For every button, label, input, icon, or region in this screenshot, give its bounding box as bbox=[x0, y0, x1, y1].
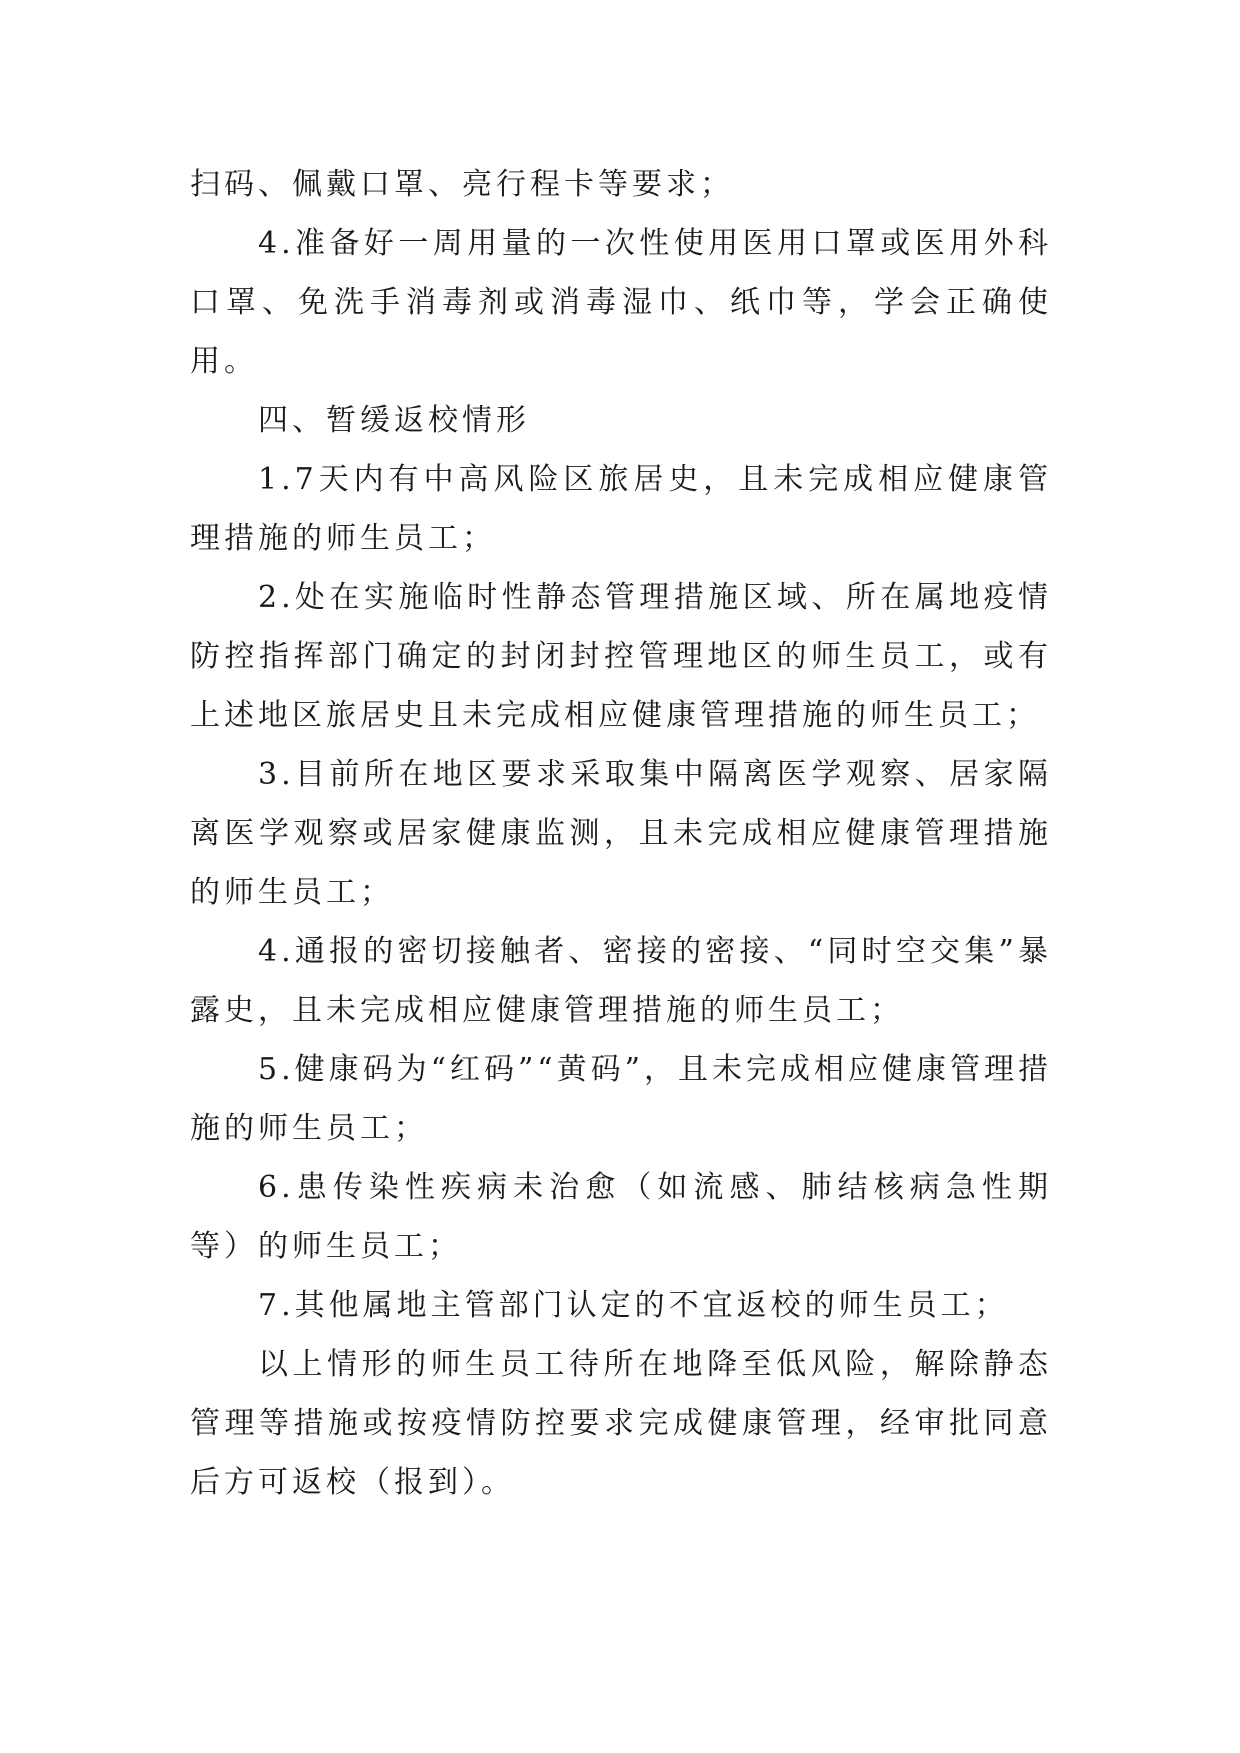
paragraph-item-7: 7.其他属地主管部门认定的不宜返校的师生员工； bbox=[258, 1288, 1009, 1323]
paragraph-item-4-masks: 4.准备好一周用量的一次性使用医用口罩或医用外科口罩、免洗手消毒剂或消毒湿巾、纸巾等，学会正确使用。 bbox=[190, 226, 1052, 379]
paragraph-item-2: 2.处在实施临时性静态管理措施区域、所在属地疫情防控指挥部门确定的封闭封控管理地区的师生员工，或有上述地区旅居史且未完成相应健康管理措施的师生员工； bbox=[190, 580, 1052, 733]
document-body bbox=[190, 155, 1052, 1512]
paragraph-item-3: 3.目前所在地区要求采取集中隔离医学观察、居家隔离医学观察或居家健康监测，且未完成相应健康管理措施的师生员工； bbox=[190, 757, 1052, 910]
paragraph-item-5: 5.健康码为“红码”“黄码”，且未完成相应健康管理措施的师生员工； bbox=[190, 1052, 1052, 1146]
paragraph-continuation: 扫码、佩戴口罩、亮行程卡等要求； bbox=[190, 167, 734, 202]
paragraph-item-4: 4.通报的密切接触者、密接的密接、“同时空交集”暴露史，且未完成相应健康管理措施的师生员工； bbox=[190, 934, 1052, 1028]
section-heading: 四、暂缓返校情形 bbox=[258, 403, 530, 438]
paragraph-conclusion: 以上情形的师生员工待所在地降至低风险，解除静态管理等措施或按疫情防控要求完成健康管理，经审批同意后方可返校（报到）。 bbox=[190, 1347, 1052, 1500]
paragraph-item-1: 1.7天内有中高风险区旅居史，且未完成相应健康管理措施的师生员工； bbox=[190, 462, 1052, 556]
paragraph-item-6: 6.患传染性疾病未治愈（如流感、肺结核病急性期等）的师生员工； bbox=[190, 1170, 1052, 1264]
